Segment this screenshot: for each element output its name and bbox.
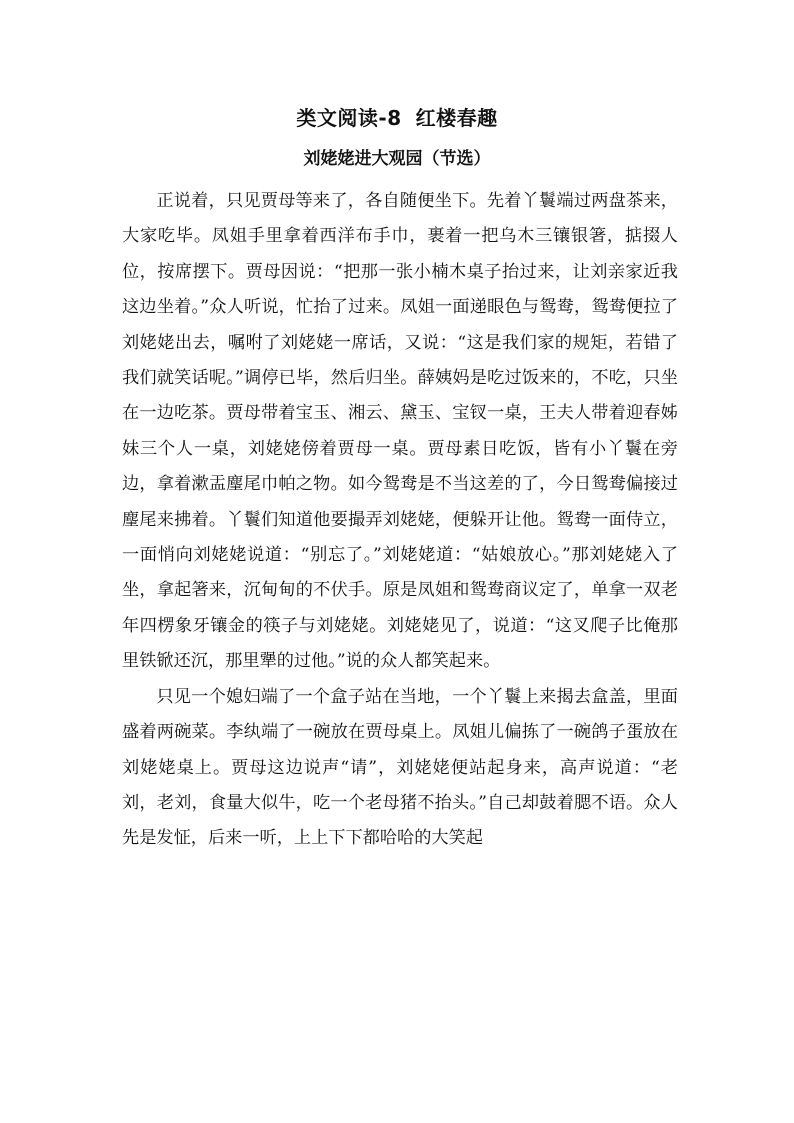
article-body xyxy=(122,184,678,857)
paragraph-2: 只见一个媳妇端了一个盒子站在当地，一个丫鬟上来揭去盒盖，里面盛着两碗菜。李纨端了一碗放在贾母桌上。凤姐儿偏拣了一碗鸽子蛋放在刘姥姥桌上。贾母这边说声“请”，刘姥姥便站起身来，高声说道：“老刘，老刘，食量大似牛，吃一个老母猪不抬头。”自己却鼓着腮不语。众人先是发怔，后来一听，上上下下都哈哈的大笑起 xyxy=(122,686,678,849)
page-title xyxy=(0,103,794,133)
paragraph-1: 正说着，只见贾母等来了，各自随便坐下。先着丫鬟端过两盘茶来，大家吃毕。凤姐手里拿着西洋布手巾，裹着一把乌木三镶银箸，掂掇人位，按席摆下。贾母因说：“把那一张小楠木桌子抬过来，让刘亲家近我这边坐着。”众人听说，忙抬了过来。凤姐一面递眼色与鸳鸯，鸳鸯便拉了刘姥姥出去，嘱咐了刘姥姥一席话，又说：“这是我们家的规矩，若错了我们就笑话呢。”调停已毕，然后归坐。薛姨妈是吃过饭来的，不吃，只坐在一边吃茶。贾母带着宝玉、湘云、黛玉、宝钗一桌，王夫人带着迎春姊妹三个人一桌，刘姥姥傍着贾母一桌。贾母素日吃饭，皆有小丫鬟在旁边，拿着漱盂麈尾巾帕之物。如今鸳鸯是不当这差的了，今日鸳鸯偏接过麈尾来拂着。丫鬟们知道他要撮弄刘姥姥，便躲开让他。鸳鸯一面侍立，一面悄向刘姥姥说道：“别忘了。”刘姥姥道：“姑娘放心。”那刘姥姥入了坐，拿起箸来，沉甸甸的不伏手。原是凤姐和鸳鸯商议定了，单拿一双老年四楞象牙镶金的筷子与刘姥姥。刘姥姥见了，说道：“这叉爬子比俺那里铁锨还沉，那里犟的过他。”说的众人都笑起来。 xyxy=(122,191,678,672)
article-subtitle: 刘姥姥进大观园（节选） xyxy=(303,149,491,169)
title-main: 类文阅读-8 xyxy=(296,106,402,130)
title-topic: 红楼春趣 xyxy=(415,106,498,130)
